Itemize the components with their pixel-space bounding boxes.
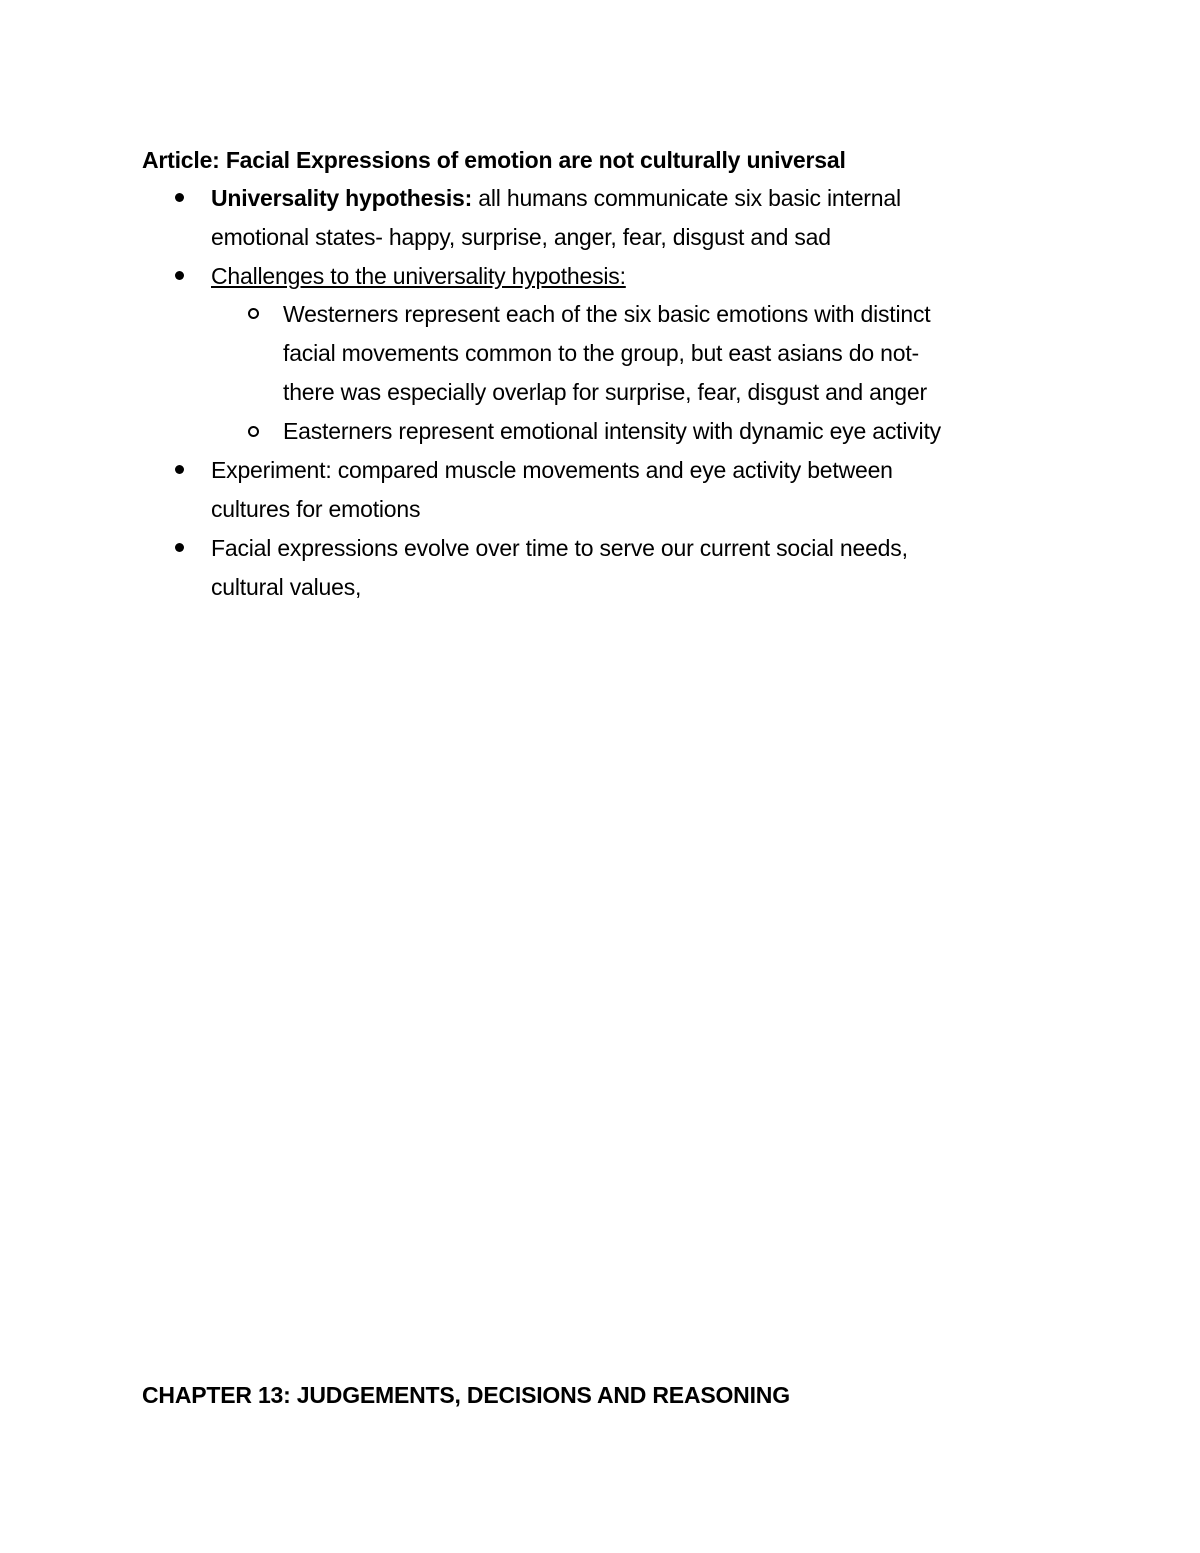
sub-bullet-marker: [248, 426, 259, 437]
challenges-heading: Challenges to the universality hypothesis:: [211, 263, 626, 289]
bullet-universality-line2: emotional states- happy, surprise, anger, fear, disgust and sad: [211, 224, 831, 250]
bullet-marker: [175, 271, 184, 280]
sub-westerners-line2: facial movements common to the group, but east asians do not-: [283, 340, 919, 366]
sub-westerners-line3: there was especially overlap for surprise, fear, disgust and anger: [283, 379, 927, 405]
universality-term: Universality hypothesis:: [211, 185, 473, 211]
bullet-marker: [175, 193, 184, 202]
bullet-experiment-line2: cultures for emotions: [211, 496, 421, 522]
universality-text: all humans communicate six basic internal: [472, 185, 901, 211]
bullet-marker: [175, 543, 184, 552]
sub-westerners-line1: Westerners represent each of the six basic emotions with distinct: [283, 301, 931, 327]
bullet-experiment-line1: Experiment: compared muscle movements and eye activity between: [211, 457, 893, 483]
sub-bullet-marker: [248, 308, 259, 319]
bullet-marker: [175, 465, 184, 474]
bullet-facial-line2: cultural values,: [211, 574, 362, 600]
bullet-universality-line1: [211, 184, 901, 212]
chapter-heading: CHAPTER 13: JUDGEMENTS, DECISIONS AND REASONING: [142, 1382, 790, 1408]
article-title: Article: Facial Expressions of emotion are not culturally universal: [142, 147, 846, 173]
sub-easterners-line1: Easterners represent emotional intensity with dynamic eye activity: [283, 418, 941, 444]
bullet-facial-line1: Facial expressions evolve over time to serve our current social needs,: [211, 535, 908, 561]
